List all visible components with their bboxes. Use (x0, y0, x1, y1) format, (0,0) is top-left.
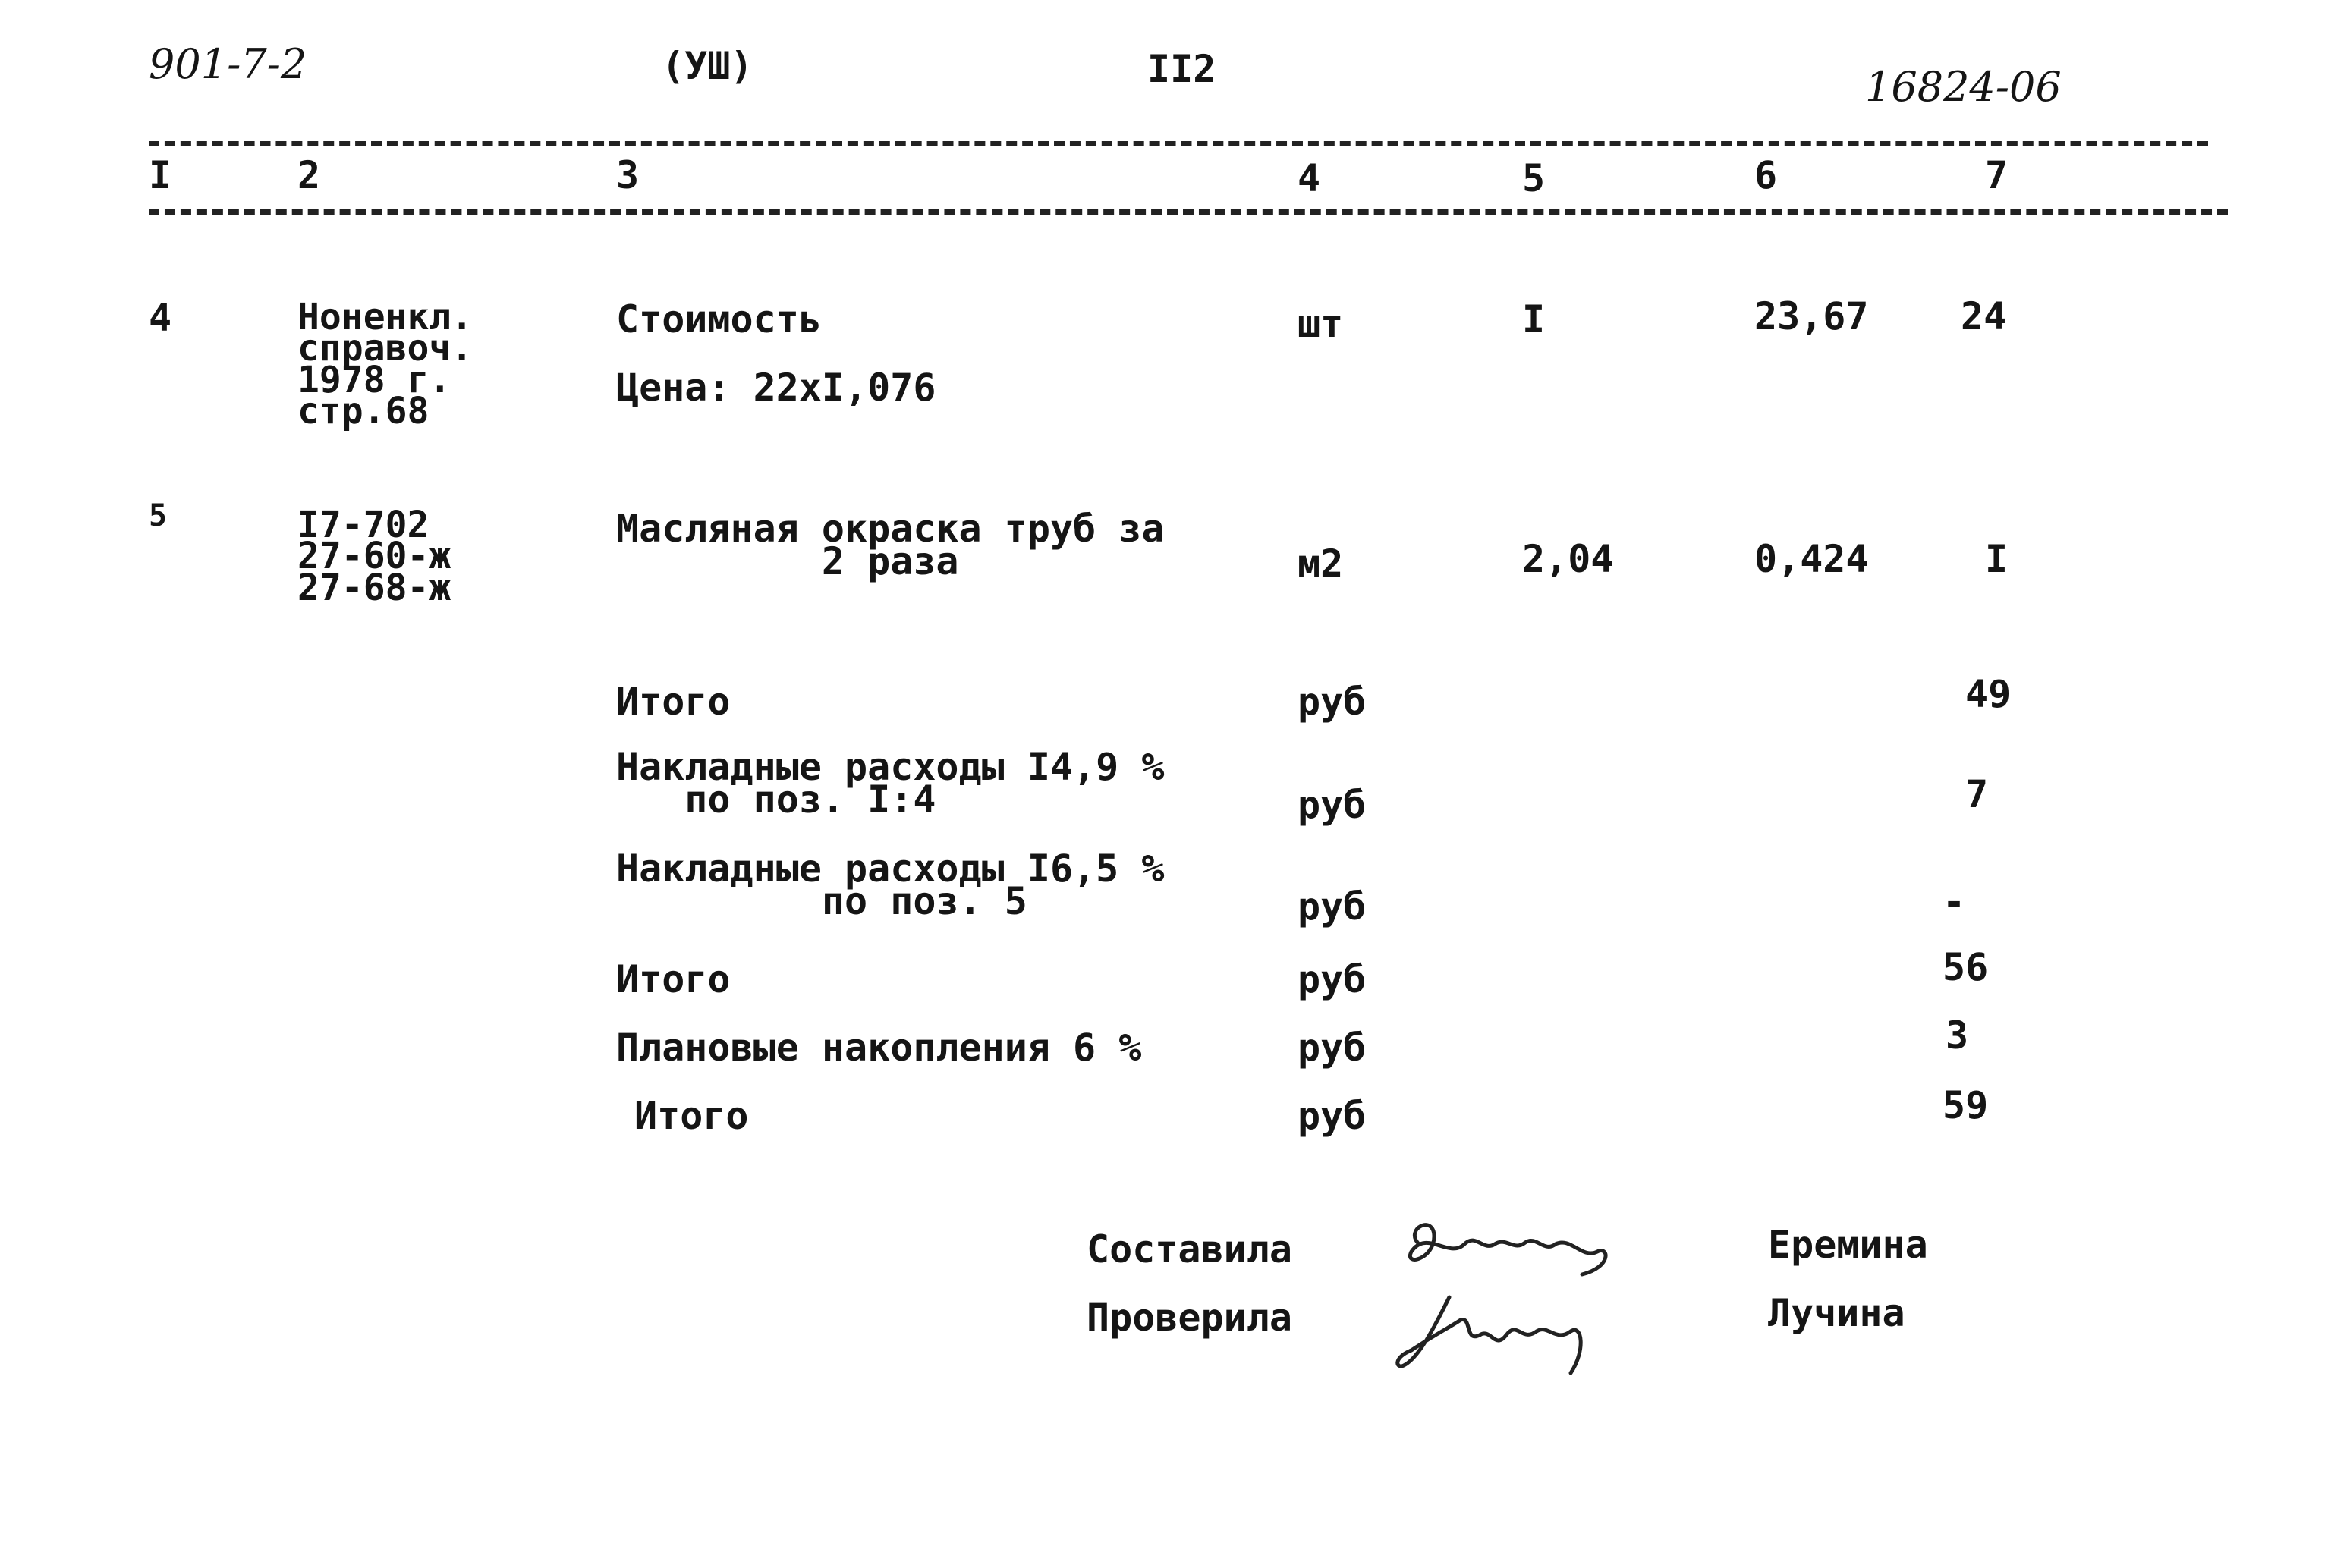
summary-unit: руб (1298, 680, 1367, 724)
header-top-rule (149, 141, 2208, 146)
summary-unit: руб (1298, 957, 1367, 1001)
header-bottom-rule (149, 209, 2228, 215)
compiled-by-label: Составила (1087, 1227, 1292, 1271)
table-row-name: Масляная окраска труб за 2 раза (616, 507, 1165, 583)
summary-label: Итого (616, 957, 731, 1001)
page-number: II2 (1147, 47, 1216, 91)
table-row-total: 24 (1961, 294, 2007, 338)
table-row-reference: Ноненкл. справоч. 1978 г. стр.68 (297, 296, 473, 432)
table-row-num: 5 (149, 498, 168, 533)
summary-unit: руб (1298, 1026, 1367, 1070)
summary-label: Плановые накопления 6 % (616, 1026, 1142, 1070)
summary-unit: руб (1298, 885, 1367, 929)
table-row-quantity: I (1522, 297, 1546, 341)
summary-label: Итого (616, 680, 731, 724)
table-row-price: 23,67 (1754, 294, 1869, 338)
table-row-price-formula: Цена: 22хI,076 (616, 366, 936, 410)
column-number-6: 6 (1754, 153, 1778, 197)
table-row-total: I (1985, 537, 2009, 581)
summary-label: Накладные расходы I6,5 % по поз. 5 (616, 847, 1165, 923)
summary-label: Итого (634, 1094, 749, 1138)
document-number: 16824-06 (1865, 63, 2062, 111)
summary-value: 59 (1942, 1083, 1989, 1127)
document-code: 901-7-2 (149, 40, 307, 88)
column-number-7: 7 (1985, 153, 2009, 197)
table-row-reference: I7-702 27-60-ж 27-68-ж (297, 504, 451, 609)
table-row-unit: шт (1298, 302, 1344, 346)
table-row-unit: м2 (1298, 542, 1344, 586)
checked-by-label: Проверила (1087, 1296, 1292, 1340)
summary-value: 56 (1942, 945, 1989, 989)
summary-value: - (1942, 880, 1966, 924)
checked-by-signature (1389, 1282, 1631, 1381)
compiled-by-signature (1389, 1199, 1631, 1290)
table-row-price: 0,424 (1754, 537, 1869, 581)
summary-value: 7 (1965, 772, 1989, 816)
column-number-3: 3 (616, 153, 640, 197)
summary-unit: руб (1298, 1094, 1367, 1138)
checked-by-name: Лучина (1768, 1291, 1905, 1335)
summary-value: 3 (1946, 1013, 1969, 1057)
column-number-4: 4 (1298, 156, 1321, 200)
summary-unit: руб (1298, 783, 1367, 827)
column-number-5: 5 (1522, 156, 1546, 200)
summary-label: Накладные расходы I4,9 % по поз. I:4 (616, 745, 1165, 822)
summary-value: 49 (1965, 672, 2012, 716)
table-row-quantity: 2,04 (1522, 537, 1614, 581)
table-row-name: Стоимость (616, 297, 822, 341)
column-number-2: 2 (297, 153, 321, 197)
table-row-num: 4 (149, 296, 172, 340)
column-number-1: I (149, 153, 172, 197)
compiled-by-name: Еремина (1768, 1223, 1928, 1267)
section-code: (УШ) (662, 44, 753, 88)
